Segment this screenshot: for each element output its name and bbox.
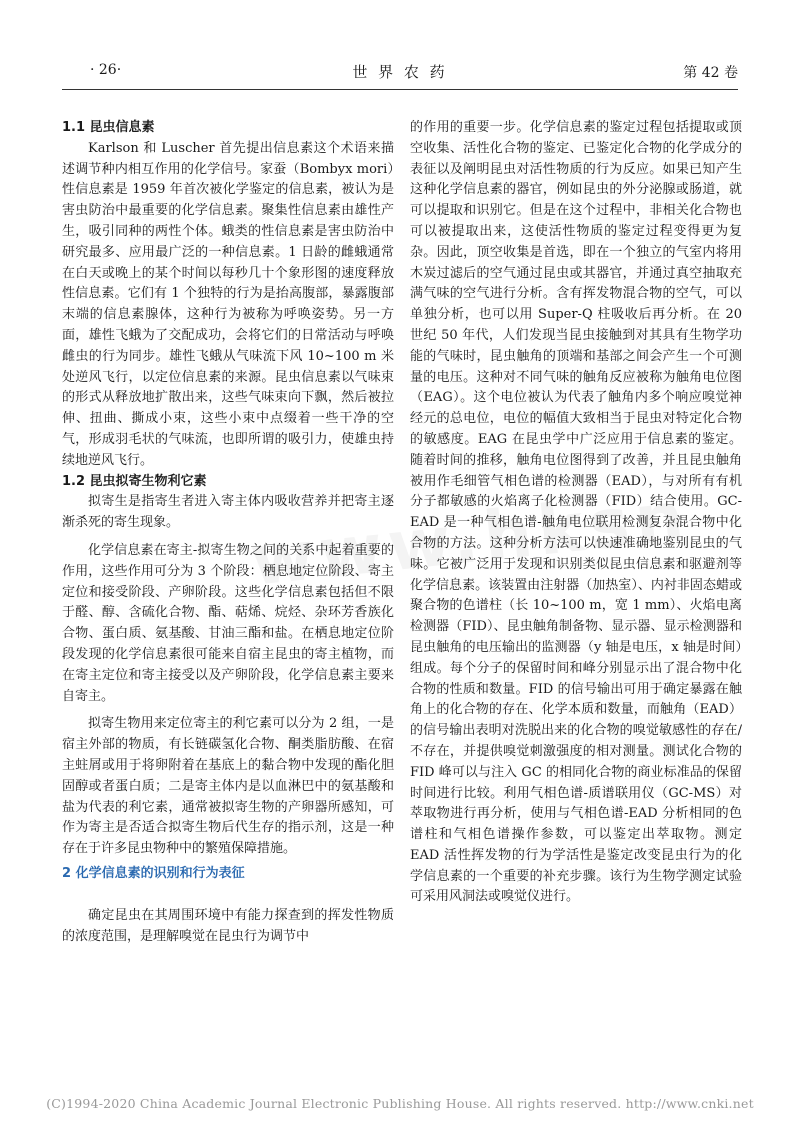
volume-label: 第 42 卷 bbox=[683, 65, 738, 81]
header-rule bbox=[62, 89, 738, 90]
page-header bbox=[62, 56, 738, 90]
paragraph: 确定昆虫在其周围环境中有能力探查到的挥发性物质的浓度范围，是理解嗅觉在昆虫行为调节中 bbox=[62, 907, 394, 944]
page-number: · 26· bbox=[90, 62, 122, 78]
paragraph: Karlson 和 Luscher 首先提出信息素这个术语来描述调节种内相互作用的化学信号。家蚕（Bombyx mori）性信息素是 1959 年首次被化学鉴定的信息素，被认为是害虫防治中最重要的化学信息素。聚集性信息素由雄性产生，吸引同种的两性个体。蛾类的性信息素是害虫防治中研究最多、应用最广泛的一种信息素。1 日龄的雌蛾通常在白天或晚上的某个时间以每秒几十个象形图的速度释放性信息素。它们有 1 个独特的行为是抬高腹部，暴露腹部末端的信息素腺体，这种行为被称为呼唤姿势。另一方面，雄性飞蛾为了交配成功，会将它们的日常活动与呼唤雌虫的行为同步。雄性飞蛾从气味流下风 10~100 m 米处逆风飞行，以定位信息素的来源。昆虫信息素以气味束的形式从释放地扩散出来，这些气味束向下飘，然后被拉伸、扭曲、撕成小束，这些小束中点缀着一些干净的空气，形成羽毛状的气味流，也即所谓的吸引力，使雄虫持续地逆风飞行。 bbox=[62, 140, 394, 468]
paragraph: 拟寄生物用来定位寄主的利它素可以分为 2 组，一是宿主外部的物质，有长链碳氢化合物、酮类脂肪酸、在宿主蛀屑或用于将卵附着在基底上的黏合物中发现的酯化胆固醇或者蛋白质；二是寄主体内是以血淋巴中的氨基酸和盐为代表的利它素，通常被拟寄生物的产卵器所感知，可作为寄主是否适合拟寄生物后代生存的指示剂，这是一种存在于许多昆虫物种中的繁殖保障措施。 bbox=[62, 716, 394, 857]
paragraph: 化学信息素在寄主-拟寄生物之间的关系中起着重要的作用，这些作用可分为 3 个阶段：栖息地定位阶段、寄主定位和接受阶段、产卵阶段。这些化学信息素包括但不限于醛、醇、含硫化合物、酯、萜烯、烷烃、杂环芳香族化合物、蛋白质、氨基酸、甘油三酯和盐。在栖息地定位阶段发现的化学信息素很可能来自宿主昆虫的寄主植物，而在寄主定位和寄主接受以及产卵阶段，化学信息素主要来自寄主。 bbox=[62, 542, 394, 704]
copyright-footer: (C)1994-2020 China Academic Journal Electronic Publishing House. All rights reserved. http://www.cnki.net bbox=[46, 1096, 754, 1111]
paragraph: 拟寄生是指寄生者进入寄主体内吸收营养并把寄主逐渐杀死的寄生现象。 bbox=[62, 494, 394, 531]
section-heading-1-2: 1.2 昆虫拟寄生物利它素 bbox=[62, 473, 207, 489]
paragraph: 的作用的重要一步。化学信息素的鉴定过程包括提取或顶空收集、活性化合物的鉴定、已鉴定化合物的化学成分的表征以及阐明昆虫对活性物质的行为反应。如果已知产生这种化学信息素的器官，例如昆虫的外分泌腺或肠道，就可以提取和识别它。但是在这个过程中，非相关化合物也可以被提取出来，这使活性物质的鉴定过程变得更为复杂。因此，顶空收集是首选，即在一个独立的气室内将用木炭过滤后的空气通过昆虫或其器官，并通过真空抽取充满气味的空气进行分析。含有挥发物混合物的空气，可以单独分析，也可以用 Super-Q 柱吸收后再分析。在 20 世纪 50 年代，人们发现当昆虫接触到对其具有生物学功能的气味时，昆虫触角的顶端和基部之间会产生一个可测量的电压。这种对不同气味的触角反应被称为触角电位图（EAG）。这个电位被认为代表了触角内多个响应嗅觉神经元的总电位，电位的幅值大致相当于昆虫对特定化合物的敏感度。EAG 在昆虫学中广泛应用于信息素的鉴定。随着时间的推移，触角电位图得到了改善，并且昆虫触角被用作毛细管气相色谱的检测器（EAD），与对所有有机分子都敏感的火焰离子化检测器（FID）结合使用。GC-EAD 是一种气相色谱-触角电位联用检测复杂混合物中化合物的方法。这种分析方法可以快速准确地鉴别昆虫的气味。它被广泛用于发现和识别类似昆虫信息素和驱避剂等化学信息素。该装置由注射器（加热室）、内衬非固态蜡或聚合物的色谱柱（长 10~100 m，宽 1 mm）、火焰电离检测器（FID）、昆虫触角制备物、显示器、显示检测器和昆虫触角的电压输出的监测器（y 轴是电压，x 轴是时间）组成。每个分子的保留时间和峰分别显示出了混合物中化合物的性质和数量。FID 的信号输出可用于确定暴露在触角上的化合物的存在、化学本质和数量，而触角（EAD）的信号输出表明对洗脱出来的化合物的嗅觉敏感性的存在/不存在，并提供嗅觉刺激强度的相对测量。测试化合物的 FID 峰可以与注入 GC 的相同化合物的商业标准品的保留时间进行比较。利用气相色谱-质谱联用仪（GC-MS）对萃取物进行再分析，使用与气相色谱-EAD 分析相同的色谱柱和气相色谱操作参数，可以鉴定出萃取物。测定 EAD 活性挥发物的行为学活性是鉴定改变昆虫行为的化学信息素的一个重要的补充步骤。该行为生物学测定试验可采用风洞法或嗅觉仪进行。 bbox=[410, 120, 742, 905]
section-heading-2: 2 化学信息素的识别和行为表征 bbox=[62, 865, 245, 881]
right-column bbox=[410, 118, 742, 908]
section-2-heading-wrap bbox=[62, 864, 394, 902]
left-column bbox=[62, 118, 394, 947]
journal-title: 世 界 农 药 bbox=[352, 63, 448, 81]
section-heading-1-1: 1.1 昆虫信息素 bbox=[62, 120, 155, 135]
